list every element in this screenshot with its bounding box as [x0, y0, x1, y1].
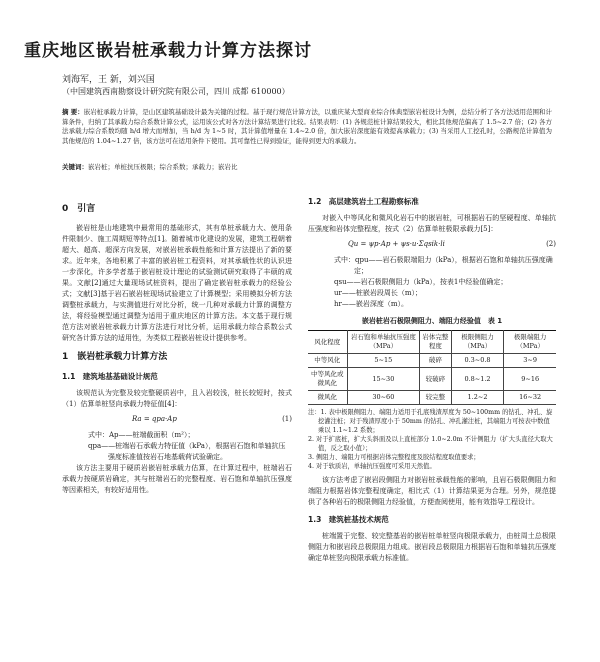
formula-2-definitions	[308, 255, 556, 310]
table-cell: 16~32	[504, 391, 556, 405]
table-header-cell: 岩体完整程度	[420, 331, 452, 354]
right-column	[308, 196, 556, 564]
subsection-heading-1-1: 1.1 建筑地基基础设计规范	[62, 372, 158, 381]
definition-line: qpa——桩端岩石承载力特征值（kPa），根据岩石饱和单轴抗压强度标准值按岩石地基载荷试验确定。	[88, 442, 286, 461]
paper-authors: 刘海军，王 新，刘兴国	[62, 75, 155, 85]
table-note: 2. 对于扩底桩，扩大头斜面及以上直桩部分 1.0~2.0m 不计侧阻力（扩大头直径大取大值，反之取小值）；	[308, 436, 553, 452]
table-row	[308, 368, 556, 391]
section-heading-methods: 1 嵌岩桩承载力计算方法	[62, 352, 168, 362]
table-cell: 5~15	[347, 354, 420, 368]
definition-line: 式中：Ap——桩端截面积（m²）；	[88, 431, 195, 439]
formula-2-expression: Qu = ψp·Ap + ψs·u·Σqsik·li	[348, 240, 445, 248]
keywords-text: 嵌岩桩；单桩抗压极限；综合系数；承载力；嵌岩比	[88, 163, 238, 171]
table-cell: 中等风化或微风化	[308, 368, 347, 391]
paragraph-1-2b: 该方法考虑了嵌岩段侧阻力对嵌岩桩承载性能的影响，且岩石极限侧阻力和端阻力根据岩体完整程度确定，相比式（1）计算结果更为合理。另外，规范提供了各种岩石的极限侧阻力经验值，方便查阅使用，能有效指导工程设计。	[308, 476, 556, 506]
left-column	[62, 196, 292, 496]
formula-2-number: (2)	[546, 240, 556, 248]
definition-line: ur——桩嵌岩段周长（m）；	[334, 289, 422, 297]
paper-affiliation: （中国建筑西南勘察设计研究院有限公司，四川 成都 610000）	[62, 87, 290, 96]
section-heading-intro: 0 引言	[62, 204, 96, 214]
table-cell: 0.8~1.2	[451, 368, 504, 391]
keywords	[62, 162, 552, 171]
definition-line: hr——嵌岩深度（m）。	[334, 300, 408, 308]
paragraph-1-1b: 该方法主要用于硬质岩嵌岩桩承载力估算，在计算过程中，桩端岩石承载力按硬质岩确定，其与桩端岩石的完整程度、岩石饱和单轴抗压强度等因素相关，有较好适用性。	[62, 464, 292, 494]
table-row	[308, 354, 556, 368]
table-header-row	[308, 331, 556, 354]
table-cell: 微风化	[308, 391, 347, 405]
intro-paragraph: 嵌岩桩是山地建筑中最常用的基础形式，其有单桩承载力大、使用条件限制少、施工周期短等特点[1]。随着城市化建设的发展，建筑工程朝着超大、超高、超深方向发展，对嵌岩桩承载性能和计算方法提出了新的要求。近年来，各地积累了丰富的嵌岩桩工程资料，对其承载性状的认识进一步深化，许多学者基于嵌岩桩设计理论的试验测试研究取得了丰硕的成果。文献[2]通过大量现场试桩资料，提出了确定嵌岩桩承载力的经验公式；文献[3]基于岩石嵌岩桩现场试验建立了计算模型；采用模拟分析方法调整桩承载力，与实测值进行对比分析，统一几种对承载力计算的调整方法，将经验模型通过调整为适用于重庆地区的计算方法。本文基于现行规范方法对嵌岩桩承载力计算方法进行对比分析，运用承载力综合系数公式研究各计算方法的适用性，为类似工程嵌岩桩设计提供参考。	[62, 224, 292, 342]
formula-1	[62, 414, 292, 426]
formula-2	[308, 239, 556, 251]
table-cell: 1.2~2	[451, 391, 504, 405]
formula-1-definitions	[62, 430, 292, 463]
table-cell: 较破碎	[420, 368, 452, 391]
table-row	[308, 391, 556, 405]
abstract	[62, 108, 552, 146]
table-note: 注：1. 表中极限侧阻力、端阻力适用于孔底残渣厚度为 50~100mm 的钻孔、冲孔、旋挖灌注桩；对于残渣厚度小于 50mm 的钻孔、冲孔灌注桩，其端阻力可按表中数值乘以 1.1~1.2 系数；	[308, 409, 553, 434]
formula-1-number: (1)	[282, 415, 292, 423]
table-header-cell: 风化程度	[308, 331, 347, 354]
table-header-cell: 极限侧阻力（MPa）	[451, 331, 504, 354]
paragraph-1-2: 对嵌入中等风化和微风化岩石中的嵌岩桩，可根据岩石的坚硬程度、单轴抗压强度和岩体完整程度，按式（2）估算单桩极限承载力[5]：	[308, 214, 556, 233]
table-cell: 15~30	[347, 368, 420, 391]
table-cell: 破碎	[420, 354, 452, 368]
table-note: 3. 侧阻力、端阻力可根据岩体完整程度及胶结程度取值要求；	[308, 454, 480, 461]
table-cell: 3~9	[504, 354, 556, 368]
table-header-cell: 极限端阻力（MPa）	[504, 331, 556, 354]
keywords-label: 关键词：	[62, 163, 88, 171]
formula-1-expression: Ra = qpa·Ap	[132, 415, 177, 423]
abstract-text: 嵌岩桩承载力计算，是山区建筑基础设计最为关键的过程。基于现行规范计算方法，以重庆某大型商业综合体典型嵌岩桩设计为例，总结分析了各方法适用范围和计算条件，归纳了其承载力综合系数计算公式，运用该公式对各方法计算结果进行比较。结果表明：(1) 各规范桩计算结果较大，相比其他规范偏高了 1.5~2.7 倍；(2) 各方法承载力综合系数均随 h/d 增大而增加，当 h/d 为 1~5 时，其计算值增量在 1.4~2.0 倍，加大嵌岩深度能有效提高承载力；(3) 当采用人工挖孔时，公路规范计算值为其他规范的 1.04~1.27 倍，该方法可在适用条件下使用。其可靠性已得到验证，能得到更大的承载力。	[62, 108, 553, 145]
subsection-heading-1-3: 1.3 建筑桩基技术规范	[308, 515, 389, 524]
table-cell: 中等风化	[308, 354, 347, 368]
paragraph-1-3: 桩端置于完整、较完整基岩的嵌岩桩单桩竖向极限承载力，由桩周土总极限侧阻力和嵌岩段总极限阻力组成。嵌岩段总极限阻力根据岩石饱和单轴抗压强度确定单桩竖向极限承载力标准值。	[308, 532, 556, 562]
rock-resistance-table	[308, 330, 556, 405]
table-1-title: 嵌岩桩岩石极限侧阻力、端阻力经验值 表 1	[361, 317, 503, 325]
table-cell: 9~16	[504, 368, 556, 391]
table-cell: 30~60	[347, 391, 420, 405]
table-cell: 0.3~0.8	[451, 354, 504, 368]
abstract-label: 摘 要：	[62, 108, 84, 116]
paper-title: 重庆地区嵌岩桩承载力计算方法探讨	[24, 41, 312, 61]
table-1-notes	[308, 408, 556, 471]
table-header-cell: 岩石饱和单轴抗压强度（MPa）	[347, 331, 420, 354]
table-cell: 较完整	[420, 391, 452, 405]
definition-line: 式中：qpu——岩石极限端阻力（kPa），根据岩石饱和单轴抗压强度确定；	[334, 256, 553, 275]
table-note: 4. 对于软质岩，单轴抗压强度可采用天然值。	[308, 463, 436, 470]
paragraph-1-1: 该规范认为完整及较完整硬质岩中，且入岩较浅，桩长较短时，按式（1）估算单桩竖向承载力特征值[4]：	[62, 389, 292, 408]
subsection-heading-1-2: 1.2 高层建筑岩土工程勘察标准	[308, 197, 419, 206]
definition-line: qsu——岩石极限侧阻力（kPa），按表1中经验值确定；	[334, 278, 508, 286]
